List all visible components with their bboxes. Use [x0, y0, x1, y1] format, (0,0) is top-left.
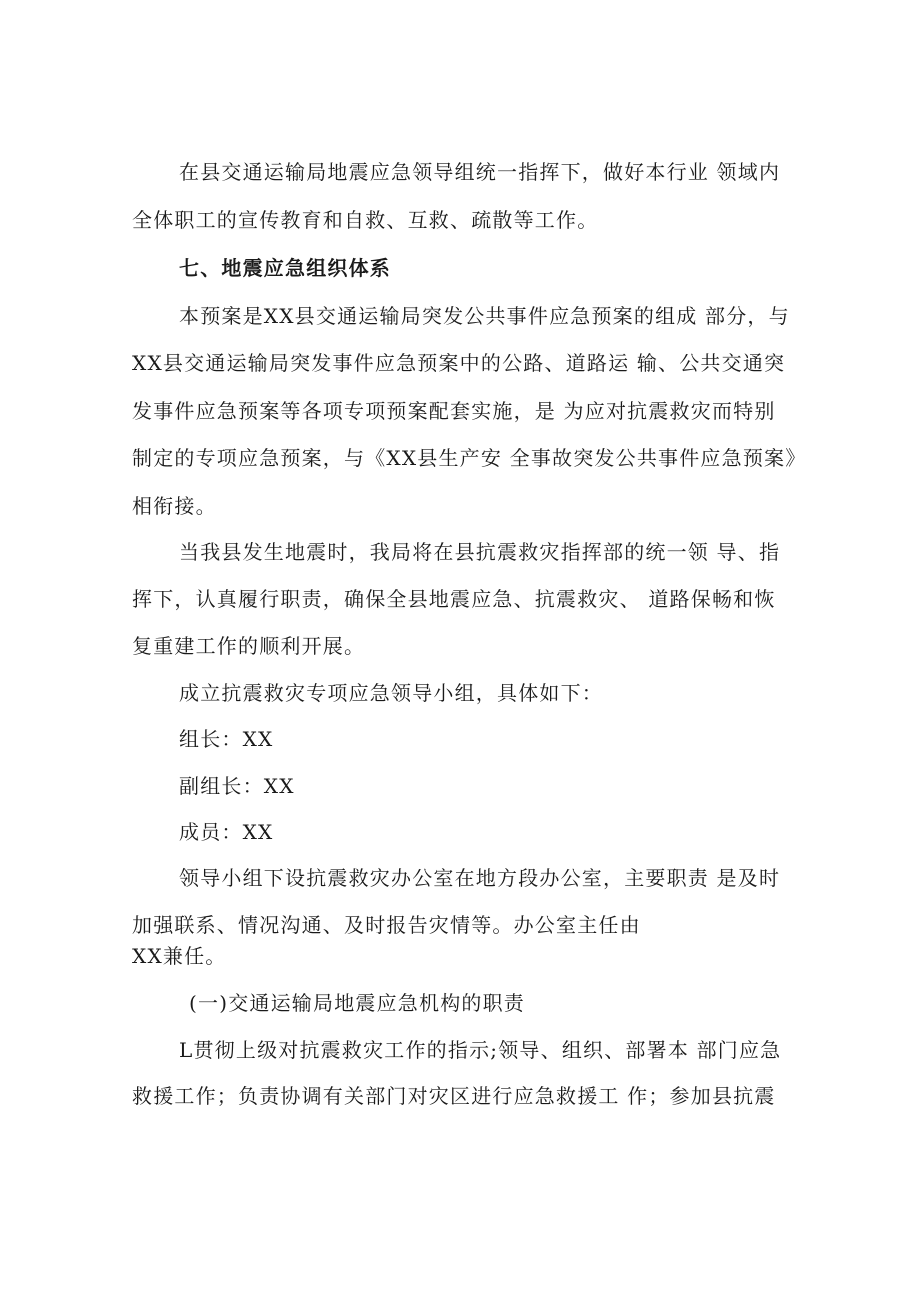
member-deputy: 副组长：XX: [179, 774, 295, 798]
scope-line-5: 相衔接。: [132, 494, 217, 518]
duty-line-1: 当我县发生地震时，我局将在县抗震救灾指挥部的统一领 导、指: [179, 540, 781, 564]
office-line-3: XX兼任。: [132, 944, 227, 968]
office-line-2: 加强联系、情况沟通、及时报告灾情等。办公室主任由: [132, 913, 641, 937]
section-heading: 七、地震应急组织体系: [179, 256, 391, 280]
duty-line-3: 复重建工作的顺利开展。: [132, 634, 366, 658]
subsection-heading: (一)交通运输局地震应急机构的职责: [189, 991, 526, 1015]
member-leader: 组长：XX: [179, 727, 274, 751]
intro-line-1: 在县交通运输局地震应急领导组统一指挥下，做好本行业 领域内: [179, 160, 781, 184]
member-member: 成员：XX: [179, 820, 274, 844]
scope-line-2: XX县交通运输局突发事件应急预案中的公路、道路运 输、公共交通突: [132, 351, 786, 375]
office-line-1: 领导小组下设抗震救灾办公室在地方段办公室，主要职责 是及时: [179, 866, 781, 890]
scope-line-1: 本预案是XX县交通运输局突发公共事件应急预案的组成 部分，与: [179, 304, 790, 328]
duty-line-2: 挥下，认真履行职责，确保全县地震应急、抗震救灾、 道路保畅和恢: [132, 587, 776, 611]
group-intro: 成立抗震救灾专项应急领导小组，具体如下：: [179, 681, 603, 705]
scope-line-3: 发事件应急预案等各项专项预案配套实施，是 为应对抗震救灾而特别: [132, 399, 776, 423]
scope-line-4: 制定的专项应急预案，与《XX县生产安 全事故突发公共事件应急预案》: [132, 446, 807, 470]
item1-line-2: 救援工作；负责协调有关部门对灾区进行应急救援工 作；参加县抗震: [132, 1084, 776, 1108]
item1-line-1: L贯彻上级对抗震救灾工作的指示;领导、组织、部署本 部门应急: [179, 1038, 782, 1062]
intro-line-2: 全体职工的宣传教育和自救、互救、疏散等工作。: [132, 208, 599, 232]
